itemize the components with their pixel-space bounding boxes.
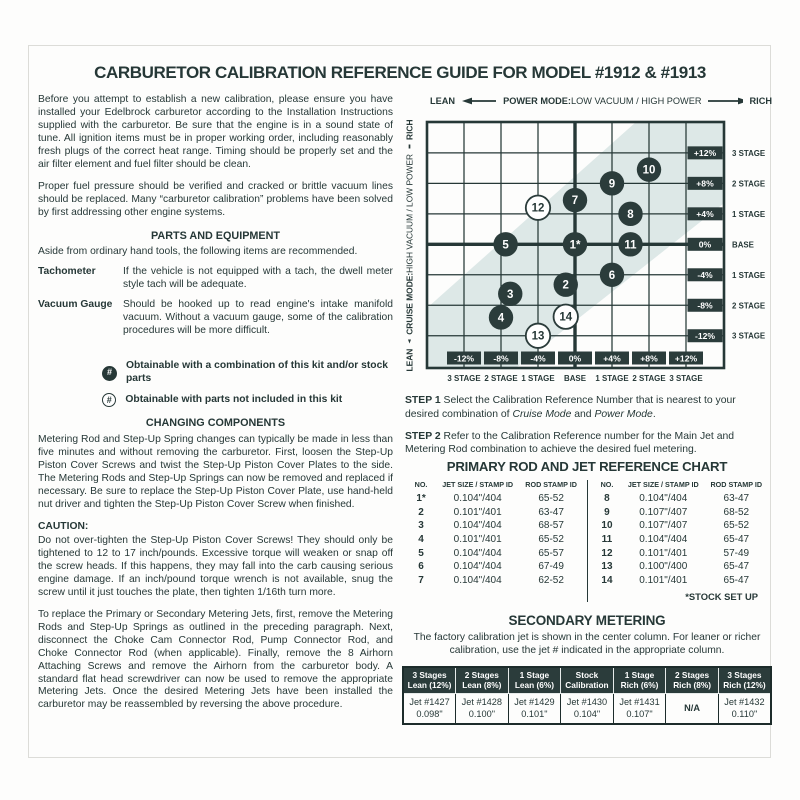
power-mode-axis-label: [430, 96, 772, 106]
table-cell: 0.107"/407: [639, 506, 688, 518]
chart-point-label: 12: [531, 202, 545, 215]
secondary-column-header: Stock Calibration: [561, 667, 614, 694]
table-row: [406, 574, 583, 588]
caution-label: CAUTION:: [38, 520, 89, 532]
secondary-column-header: 2 Stages Rich (8%): [666, 667, 719, 694]
table-cell: 62-52: [538, 575, 564, 587]
left-column: [38, 94, 393, 721]
table-cell: 0.104"/404: [453, 575, 502, 587]
table-row: [592, 533, 768, 547]
table-row: [406, 533, 583, 547]
x-stage-label: 2 STAGE: [632, 374, 666, 383]
legend-row-kit-parts: [102, 360, 393, 386]
table-cell: 65-47: [723, 561, 750, 573]
x-tick-label: +8%: [640, 353, 658, 364]
table-row: [592, 506, 768, 520]
legend-text: Obtainable with a combination of this kit and/or stock parts: [126, 360, 389, 385]
primary-table-header: NO. JET SIZE / STAMP ID ROD STAMP ID: [600, 480, 763, 489]
x-tick-label: -8%: [493, 353, 509, 364]
x-tick-label: 0%: [568, 353, 582, 364]
secondary-jet-cell: Jet #1427 0.098": [403, 694, 456, 725]
y-tick-label: +8%: [696, 178, 714, 189]
chart-point-label: 1*: [569, 239, 581, 252]
secondary-column-header: 3 Stages Lean (12%): [403, 667, 456, 694]
table-cell: 0.101"/401: [453, 506, 502, 518]
x-tick-label: -4%: [530, 353, 546, 364]
table-cell: 57-49: [723, 547, 750, 559]
table-cell: 8: [604, 493, 610, 504]
table-cell: 65-47: [723, 575, 750, 587]
equipment-desc: If the vehicle is not equipped with a tach, the dwell meter style tach will be adequate.: [123, 266, 393, 291]
table-cell: 13: [601, 561, 613, 573]
primary-table-left: [402, 480, 587, 602]
secondary-column-header: 3 Stages Rich (12%): [718, 667, 771, 694]
y-stage-label: 2 STAGE: [732, 301, 766, 311]
table-cell: 0.101"/401: [453, 534, 502, 546]
page-title: CARBURETOR CALIBRATION REFERENCE GUIDE FOR MODEL #1912 & #1913: [94, 63, 706, 82]
table-row: [592, 574, 768, 588]
table-row: [406, 560, 583, 574]
primary-chart-tables: [402, 480, 772, 602]
y-tick-label: +12%: [693, 148, 717, 159]
table-cell: 3: [418, 520, 424, 532]
primary-reference-chart: [402, 459, 772, 602]
chart-point-label: 13: [531, 330, 545, 343]
table-row: [592, 560, 768, 574]
secondary-metering-section: [402, 613, 772, 725]
table-cell: 68-52: [723, 506, 750, 518]
table-cell: 9: [604, 506, 610, 518]
table-cell: 65-52: [538, 534, 564, 546]
x-stage-label: 3 STAGE: [669, 374, 703, 383]
y-stage-label: 1 STAGE: [732, 209, 766, 219]
table-cell: 0.104"/404: [639, 534, 688, 546]
calibration-reference-chart: [400, 110, 772, 402]
y-stage-label: 3 STAGE: [732, 148, 766, 158]
table-cell: 65-47: [723, 534, 750, 546]
x-tick-label: +4%: [603, 353, 621, 364]
secondary-jet-cell: Jet #1430 0.104": [561, 694, 614, 725]
table-cell: 0.104"/404: [453, 493, 502, 504]
y-stage-label: 2 STAGE: [732, 179, 766, 189]
secondary-metering-intro: The factory calibration jet is shown in the center column. For leaner or richer calibration, use the jet # indicated in the appropriate column.: [413, 632, 761, 656]
chart-point-label: 3: [507, 288, 514, 301]
table-cell: 14: [601, 575, 613, 587]
table-row: [592, 492, 768, 506]
step-1: STEP 1 Select the Calibration Reference Number that is nearest to your desired combination of Cruise Mode and Power Mode.: [405, 395, 736, 420]
secondary-metering-title: SECONDARY METERING: [508, 613, 666, 628]
table-cell: 0.104"/404: [453, 561, 502, 573]
rich-label: RICH: [404, 119, 414, 140]
open-hash-icon: #: [102, 393, 116, 407]
equipment-row-vacuum-gauge: [38, 299, 393, 338]
equipment-term: Vacuum Gauge: [38, 299, 113, 311]
stock-setup-footnote: *STOCK SET UP: [685, 590, 758, 602]
table-row: [406, 519, 583, 533]
table-row: [406, 547, 583, 561]
y-tick-label: -12%: [694, 331, 716, 342]
equipment-term: Tachometer: [38, 266, 96, 278]
step-2: STEP 2 Refer to the Calibration Reference number for the Main Jet and Metering Rod combination to achieve the desired fuel metering.: [405, 430, 735, 456]
primary-table-header: NO. JET SIZE / STAMP ID ROD STAMP ID: [414, 480, 577, 489]
chart-point-label: 4: [497, 312, 505, 325]
secondary-jet-cell: N/A: [666, 694, 719, 725]
table-cell: 65-57: [538, 547, 564, 559]
x-tick-label: +12%: [674, 353, 698, 364]
table-cell: 12: [601, 547, 613, 559]
y-tick-label: -4%: [697, 270, 713, 281]
table-cell: 0.100"/400: [639, 561, 688, 573]
secondary-jet-cell: Jet #1428 0.100": [456, 694, 509, 725]
table-cell: 63-47: [723, 493, 750, 504]
y-tick-label: -8%: [697, 300, 713, 311]
table-cell: 11: [601, 534, 613, 546]
cruise-mode-text: CRUISE MODE:HIGH VACUUM / LOW POWER: [404, 153, 414, 335]
filled-hash-icon: #: [102, 366, 117, 381]
changing-components-paragraph: Metering Rod and Step-Up Spring changes can typically be made in less than five minutes and without removing the carburetor. First, loosen the Step-Up Piston Cover Screws and twist the Step-Up Piston Cover Plates to the side. The Metering Rods and Step-Up Springs can now be removed and replaced if necessary. Be sure to replace the Step-Up Piston Cover Plate, use hand-held nut driver and tighten the Step-Up Piston Cover Screw when finished.: [38, 434, 393, 510]
table-cell: 7: [418, 575, 424, 587]
secondary-jet-cell: Jet #1429 0.101": [508, 694, 561, 725]
table-cell: 0.107"/407: [639, 520, 688, 532]
arrow-right-icon: [708, 97, 742, 105]
table-cell: 0.104"/404: [639, 493, 688, 504]
chart-point-label: 6: [608, 269, 616, 282]
table-cell: 2: [418, 506, 424, 518]
table-cell: 10: [601, 520, 613, 532]
chart-point-label: 14: [559, 311, 573, 324]
chart-point-label: 10: [642, 164, 656, 177]
secondary-jet-cell: Jet #1432 0.110": [718, 694, 771, 725]
table-row: [406, 492, 583, 506]
table-cell: 67-49: [538, 561, 564, 573]
primary-table-right: [587, 480, 772, 602]
intro-paragraph-2: Proper fuel pressure should be verified and cracked or brittle vacuum lines should be replaced. Many “carburetor calibration” problems have been solved by first addressing other engine systems.: [38, 180, 393, 218]
table-cell: 65-52: [538, 493, 564, 504]
parts-equipment-heading: PARTS AND EQUIPMENT: [151, 229, 280, 242]
y-stage-label: BASE: [732, 240, 754, 250]
table-cell: 0.101"/401: [639, 547, 688, 559]
table-cell: 65-52: [723, 520, 750, 532]
y-tick-label: +4%: [696, 209, 714, 220]
table-row: [592, 547, 768, 561]
x-stage-label: 1 STAGE: [595, 374, 629, 383]
y-tick-label: 0%: [698, 239, 712, 250]
parts-intro: Aside from ordinary hand tools, the following items are recommended.: [38, 246, 358, 258]
table-cell: 1*: [416, 493, 426, 504]
secondary-column-header: 1 Stage Rich (6%): [613, 667, 666, 694]
table-cell: 63-47: [538, 506, 564, 518]
chart-point-label: 7: [571, 195, 579, 208]
table-row: [592, 519, 768, 533]
table-cell: 68-57: [538, 520, 564, 532]
equipment-desc: Should be hooked up to read engine's intake manifold vacuum. Without a vacuum gauge, some of the calibration procedures will be more difficult.: [123, 299, 393, 337]
secondary-column-header: 2 Stages Lean (8%): [456, 667, 509, 694]
y-stage-label: 1 STAGE: [732, 270, 766, 280]
equipment-row-tachometer: [38, 266, 393, 292]
chart-point-label: 9: [608, 178, 616, 191]
lean-label: LEAN: [430, 96, 456, 106]
table-cell: 0.101"/401: [639, 575, 688, 587]
x-stage-label: 1 STAGE: [521, 374, 555, 383]
chart-point-label: 2: [562, 279, 569, 292]
secondary-metering-table: [402, 666, 772, 726]
primary-chart-title: PRIMARY ROD AND JET REFERENCE CHART: [446, 459, 728, 474]
x-stage-label: BASE: [564, 374, 586, 383]
steps-block: [405, 394, 768, 465]
kit-legend: [102, 360, 393, 407]
lean-label: LEAN: [404, 348, 414, 372]
secondary-jet-cell: Jet #1431 0.107": [613, 694, 666, 725]
table-cell: 6: [418, 561, 424, 573]
secondary-column-header: 1 Stage Lean (6%): [508, 667, 561, 694]
power-mode-text: POWER MODE:LOW VACUUM / HIGH POWER: [503, 96, 702, 106]
x-stage-label: 3 STAGE: [447, 374, 481, 383]
caution-paragraph: Do not over-tighten the Step-Up Piston Cover Screws! They should only be tightened to 12 to 17 inch/pounds. Excessive torque will weaken or snap off the screw heads. If this happens, they may fall into the carb causing serious engine damage. If an inch/pound torque wrench is not available, snug the screw until it just touches the plate, then tighten 1/16th turn more.: [38, 534, 393, 598]
table-cell: 5: [418, 547, 424, 559]
chart-point-label: 5: [502, 239, 509, 252]
chart-point-label: 11: [624, 239, 637, 252]
table-cell: 0.104"/404: [453, 547, 502, 559]
chart-point-label: 8: [627, 208, 634, 221]
table-cell: 4: [418, 534, 424, 546]
x-stage-label: 2 STAGE: [484, 374, 518, 383]
table-row: [406, 506, 583, 520]
rich-label: RICH: [749, 96, 772, 106]
y-stage-label: 3 STAGE: [732, 331, 766, 341]
x-tick-label: -12%: [453, 353, 475, 364]
arrow-left-icon: [462, 97, 496, 105]
changing-components-heading: CHANGING COMPONENTS: [145, 417, 286, 430]
legend-row-non-kit-parts: [102, 393, 393, 407]
replace-jets-paragraph: To replace the Primary or Secondary Metering Jets, first, remove the Metering Rods and Step-Up Springs as outlined in the preceding paragraph. Next, disconnect the Choke Cam Connector Rod, Pump Connector Rod, and Choke Connector Rod (when applicable). Finally, remove the 8 Airhorn Attaching Screws and remove the Airhorn from the carburetor body. A standard flat head screwdriver can now be used to remove the appropriate Metering Jets. Once the desired Metering Jets have been installed the carburetor may be reassembled by reversing the above procedure.: [38, 608, 393, 711]
intro-paragraph-1: Before you attempt to establish a new calibration, please ensure you have installed your Edelbrock carburetor according to the Installation Instructions supplied with the carburetor. Be sure that the engine is in a sound state of tune. All ignition items must be in proper working order, including reasonably fresh plugs of the correct heat range. Timing should be properly set and the air filter element and fuel filter should be clean.: [38, 94, 393, 170]
legend-text: Obtainable with parts not included in this kit: [125, 393, 343, 405]
table-cell: 0.104"/404: [453, 520, 502, 532]
